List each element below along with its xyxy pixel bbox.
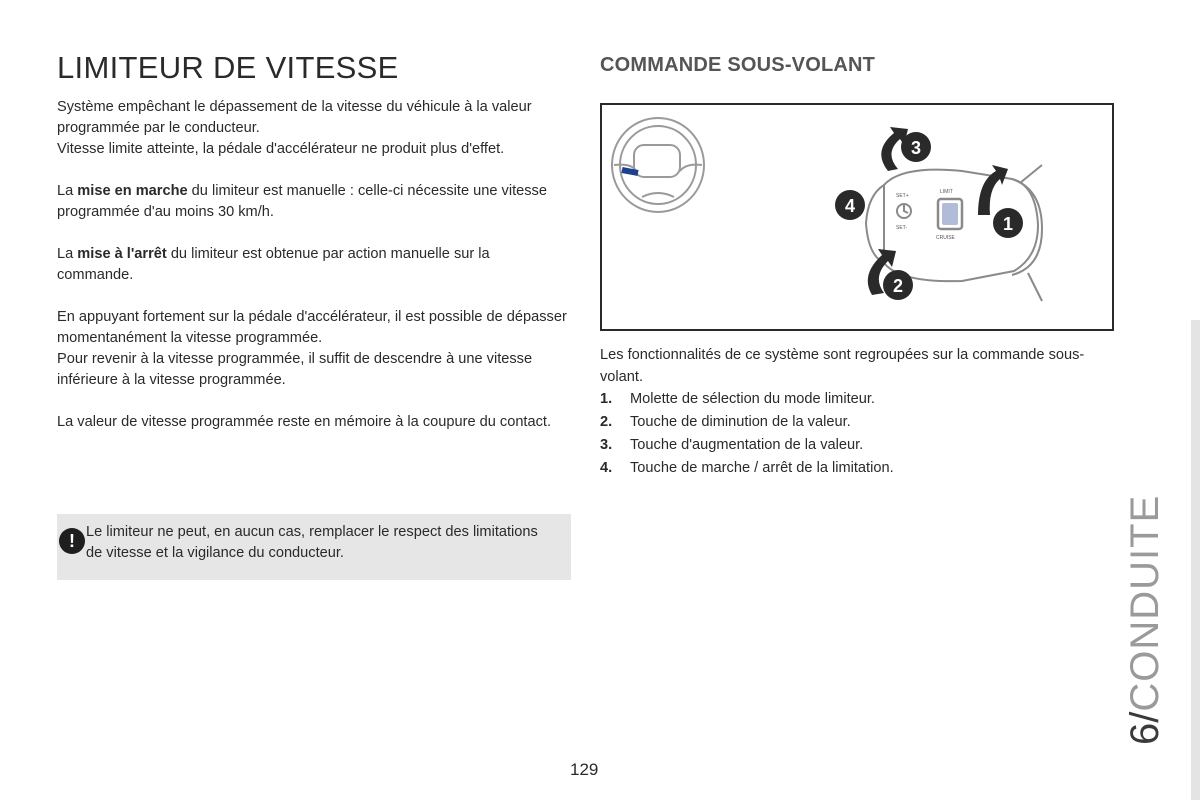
function-list	[600, 388, 1120, 480]
stalk-description	[600, 344, 1120, 480]
label-limit: LIMIT	[940, 189, 953, 195]
warning-text: Le limiteur ne peut, en aucun cas, remplacer le respect des limitations de vitesse et la vigilance du conducteur.	[86, 524, 538, 561]
list-item: 1. Molette de sélection du mode limiteur.	[600, 391, 875, 407]
paragraph-override: En appuyant fortement sur la pédale d'accélérateur, il est possible de dépasser momentanément la vitesse programmée.	[57, 309, 567, 346]
svg-text:4: 4	[844, 196, 856, 216]
callout-4	[835, 190, 865, 220]
paragraph-memory: La valeur de vitesse programmée reste en mémoire à la coupure du contact.	[57, 414, 552, 430]
page-number: 129	[570, 760, 599, 779]
chapter-number: 6/	[1123, 711, 1167, 745]
paragraph-activation: La mise en marche du limiteur est manuelle : celle-ci nécessite une vitesse programmée d'au moins 30 km/h.	[57, 183, 547, 220]
steering-wheel-icon	[612, 118, 704, 212]
list-item: 2. Touche de diminution de la valeur.	[600, 414, 851, 430]
svg-text:2: 2	[892, 276, 904, 296]
arrow-rotate-icon	[978, 165, 1008, 215]
label-set-minus: SET-	[896, 225, 908, 231]
label-cruise: CRUISE	[936, 235, 955, 241]
chapter-tab	[1191, 320, 1200, 800]
stalk-intro: Les fonctionnalités de ce système sont regroupées sur la commande sous-volant.	[600, 347, 1085, 385]
page-title: LIMITEUR DE VITESSE	[57, 50, 399, 85]
paragraph-return: Pour revenir à la vitesse programmée, il suffit de descendre à une vitesse inférieure à la vitesse programmée.	[57, 351, 533, 388]
intro-text	[57, 97, 567, 433]
callout-3	[901, 132, 931, 162]
callout-2	[883, 270, 913, 300]
list-item: 4. Touche de marche / arrêt de la limitation.	[600, 460, 894, 476]
warning-box	[57, 514, 571, 580]
paragraph-description: Système empêchant le dépassement de la vitesse du véhicule à la valeur programmée par le conducteur.	[57, 99, 532, 136]
svg-text:3: 3	[910, 138, 922, 158]
svg-text:1: 1	[1002, 214, 1014, 234]
section-title: COMMANDE SOUS-VOLANT	[600, 54, 876, 76]
chapter-title	[1120, 495, 1170, 745]
list-item: 3. Touche d'augmentation de la valeur.	[600, 437, 864, 453]
callout-1	[993, 208, 1023, 238]
paragraph-deactivation: La mise à l'arrêt du limiteur est obtenue par action manuelle sur la commande.	[57, 246, 490, 283]
chapter-name: CONDUITE	[1123, 494, 1167, 712]
label-set-plus: SET+	[896, 193, 909, 199]
control-stalk-illustration	[600, 103, 1114, 331]
warning-icon: !	[59, 528, 85, 554]
stalk-diagram-svg	[602, 105, 1112, 329]
paragraph-limit-reached: Vitesse limite atteinte, la pédale d'accélérateur ne produit plus d'effet.	[57, 141, 505, 157]
